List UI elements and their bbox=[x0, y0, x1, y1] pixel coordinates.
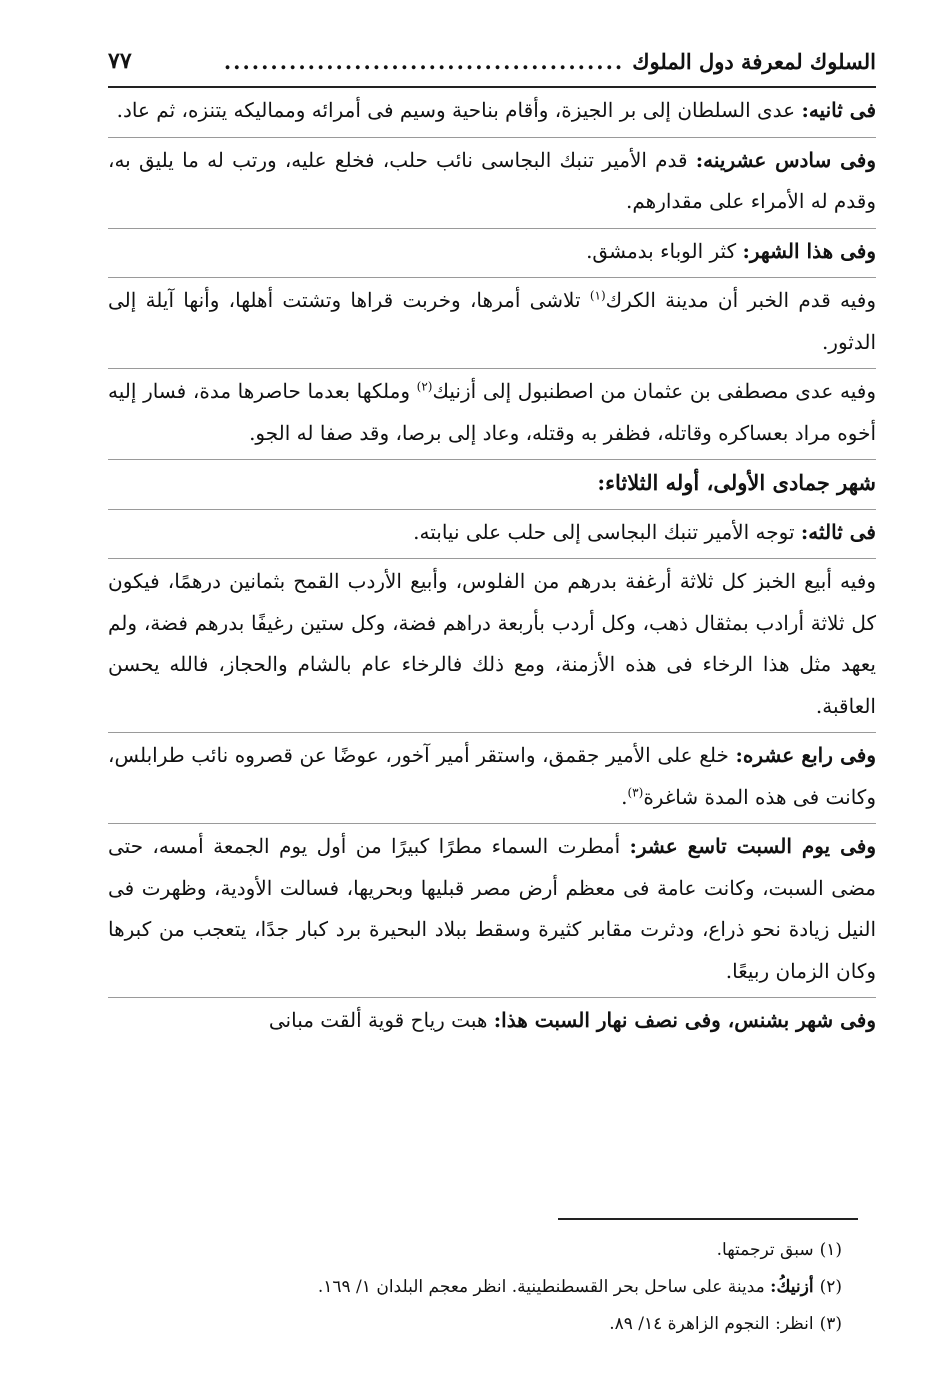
paragraph-text: هبت رياح قوية ألقت مبانى bbox=[268, 1008, 494, 1032]
paragraph-text: وفيه أبيع الخبز كل ثلاثة أرغفة بدرهم من الفلوس، وأبيع الأردب القمح بثمانين درهمًا، فيكون كل ثلاثة أرادب بمثقال ذهب، وكل أردب بأربعة دراهم فضة، وكل ستين رغيفًا بدرهم فضة، ولم يعهد مثل هذا الرخاء فى هذه الأزمنة، ومع ذلك فالرخاء عام بالشام والحجاز، فالله يحسن العاقبة. bbox=[108, 569, 877, 718]
header-leader-dots: ........................................... bbox=[223, 48, 625, 74]
paragraph-lead: فى ثالثه: bbox=[800, 519, 876, 544]
footnote-text: انظر: النجوم الزاهرة ١٤/ ٨٩. bbox=[609, 1314, 814, 1334]
main-text bbox=[108, 88, 876, 1047]
paragraph bbox=[108, 559, 876, 733]
paragraph bbox=[108, 510, 876, 560]
footnote-item bbox=[108, 1269, 842, 1306]
footnote-text: سبق ترجمتها. bbox=[716, 1240, 814, 1260]
footnote-ref: (١) bbox=[589, 288, 606, 303]
footnote-ref: (٣) bbox=[627, 784, 644, 799]
paragraph-lead: وفى شهر بشنس، وفى نصف نهار السبت هذا: bbox=[493, 1008, 876, 1032]
paragraph-lead: وفى سادس عشرينه: bbox=[695, 147, 876, 172]
footnotes bbox=[108, 1232, 842, 1343]
paragraph-text: توجه الأمير تنبك البجاسى إلى حلب على نيابته. bbox=[413, 519, 801, 544]
paragraph bbox=[108, 278, 876, 369]
paragraph-text: كثر الوباء بدمشق. bbox=[586, 238, 743, 263]
paragraph-lead: وفى رابع عشره: bbox=[735, 743, 876, 767]
running-title: السلوك لمعرفة دول الملوك bbox=[632, 48, 876, 74]
paragraph-text: عدى السلطان إلى بر الجيزة، وأقام بناحية وسيم فى أمرائه ومماليكه يتنزه، ثم عاد. bbox=[116, 98, 802, 122]
footnote-text: مدينة على ساحل بحر القسطنطينية. انظر معجم البلدان ١/ ١٦٩. bbox=[317, 1277, 771, 1297]
paragraph-text: أمطرت السماء مطرًا كبيرًا من أول يوم الجمعة أمسه، حتى مضى السبت، وكانت عامة فى معظم أرض مصر قبليها وبحريها، فسالت الأودية، وظهرت فى النيل زيادة نحو ذراع، ودثرت مقابر كثيرة وسقط ببلاد البحيرة برد كبار جدًا، يتعجب من كبرها وكان الزمان ربيعًا. bbox=[108, 834, 876, 983]
paragraph-lead: وفى هذا الشهر: bbox=[742, 238, 876, 263]
paragraph bbox=[108, 369, 876, 460]
paragraph-text: قدم الأمير تنبك البجاسى نائب حلب، فخلع عليه، ورتب له ما يليق به، وقدم له الأمراء على مقدارهم. bbox=[108, 147, 876, 213]
footnote-divider bbox=[558, 1218, 858, 1220]
paragraph-text: خلع على الأمير جقمق، واستقر أمير آخور، عوضًا عن قصروه نائب طرابلس، وكانت فى هذه المدة شاغرة bbox=[108, 743, 876, 809]
footnote-term: أزنيكُ: bbox=[770, 1277, 814, 1297]
paragraph-lead: وفى يوم السبت تاسع عشر: bbox=[629, 834, 876, 858]
paragraph-text: . bbox=[621, 784, 628, 809]
paragraph-lead: فى ثانيه: bbox=[801, 98, 876, 122]
footnote-item bbox=[108, 1232, 842, 1269]
footnote-ref: (٢) bbox=[416, 379, 433, 394]
footnote-number: (٣) bbox=[819, 1314, 842, 1334]
paragraph bbox=[108, 138, 876, 229]
paragraph bbox=[108, 998, 876, 1047]
paragraph-text: تلاشى أمرها، وخربت قراها وتشتت أهلها، وأنها آيلة إلى الدثور. bbox=[108, 288, 876, 354]
paragraph bbox=[108, 88, 876, 138]
footnote-number: (١) bbox=[819, 1240, 842, 1260]
section-heading bbox=[108, 460, 876, 510]
footnote-number: (٢) bbox=[819, 1277, 842, 1297]
page-number: ٧٧ bbox=[108, 48, 132, 74]
paragraph bbox=[108, 229, 876, 279]
footnote-item bbox=[108, 1306, 842, 1343]
paragraph-text: وفيه عدى مصطفى بن عثمان من اصطنبول إلى أزنيك bbox=[432, 379, 876, 403]
page-header bbox=[108, 36, 876, 88]
paragraph-text: وملكها بعدما حاصرها مدة، فسار إليه أخوه مراد بعساكره وقاتله، فظفر به وقتله، وعاد إلى برصا، وقد صفا له الجو. bbox=[108, 379, 876, 445]
section-heading-text: شهر جمادى الأولى، أوله الثلاثاء: bbox=[597, 470, 876, 495]
paragraph bbox=[108, 824, 876, 998]
paragraph-text: وفيه قدم الخبر أن مدينة الكرك bbox=[605, 288, 876, 312]
paragraph bbox=[108, 733, 876, 824]
